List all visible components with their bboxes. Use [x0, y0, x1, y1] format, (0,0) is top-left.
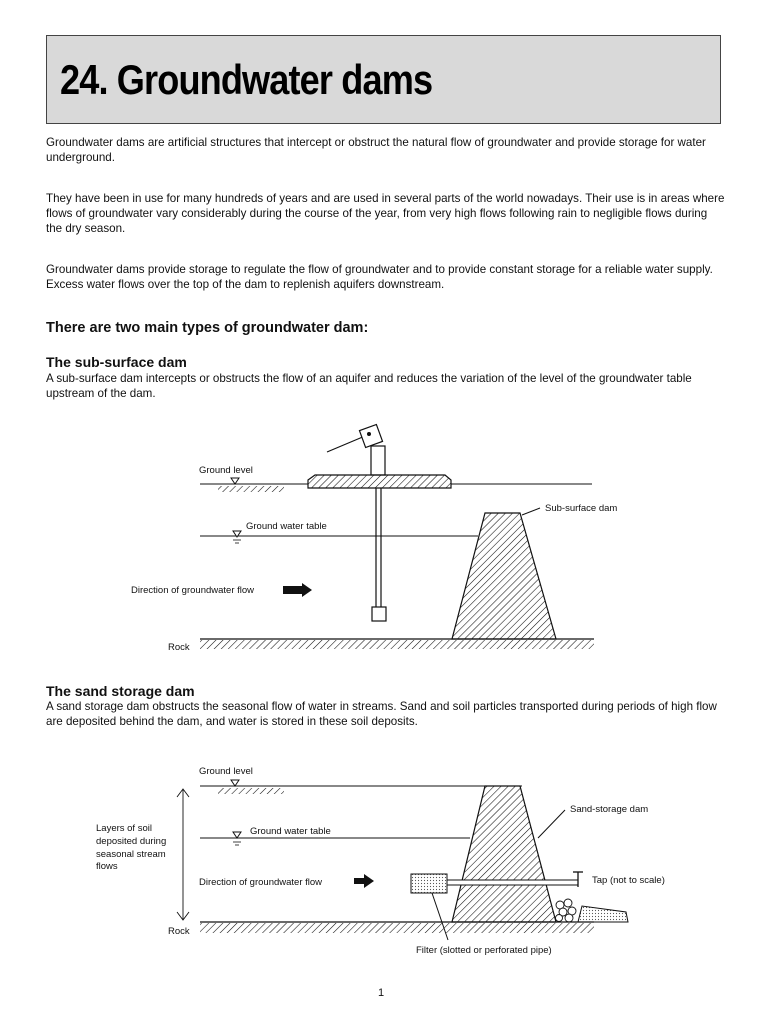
page-title: 24. Groundwater dams	[60, 56, 433, 103]
tap-label: Tap (not to scale)	[592, 875, 665, 886]
sandstorage-dam	[452, 786, 556, 922]
ground-level-label-2: Ground level	[199, 766, 253, 777]
ground-level-label-1: Ground level	[199, 465, 253, 476]
rock-layer-1	[200, 640, 594, 649]
pump-body	[371, 446, 385, 475]
subsurface-text: A sub-surface dam intercepts or obstructs the flow of an aquifer and reduces the variation of the level of the groundwater table upstream of the dam.	[46, 372, 692, 400]
outlet-pipe	[447, 880, 578, 885]
flow-arrow-1	[283, 583, 312, 597]
subsurface-diagram	[131, 424, 617, 653]
dam-label-1: Sub-surface dam	[545, 503, 618, 514]
filter-box	[411, 874, 447, 893]
dam-label-2: Sand-storage dam	[570, 804, 649, 815]
intro-paragraph: Groundwater dams are artificial structures that intercept or obstruct the natural flow of groundwater and provide storage for water underground.	[46, 136, 706, 164]
layers-label-line-1: Layers of soil	[96, 823, 152, 834]
page-number: 1	[378, 987, 385, 999]
apron	[578, 906, 628, 922]
subsurface-dam	[452, 513, 556, 639]
well-screen	[372, 607, 386, 621]
layers-label-line-2: deposited during	[96, 836, 167, 847]
sandstorage-text: A sand storage dam obstructs the seasonal flow of water in streams. Sand and soil particles transported during periods of high flow are deposited behind the dam, and water is stored in these soil deposits.	[46, 700, 717, 728]
layers-label-line-4: flows	[96, 861, 118, 872]
pump-platform	[308, 475, 451, 488]
pump-head	[359, 424, 382, 447]
flow-arrow-2	[354, 874, 374, 888]
rock-label-1: Rock	[168, 642, 190, 653]
water-table-label-1: Ground water table	[246, 521, 327, 532]
sandstorage-diagram	[96, 766, 665, 956]
layers-label-line-3: seasonal stream	[96, 849, 166, 860]
history-paragraph: They have been in use for many hundreds of years and are used in several parts of the world nowadays. Their use is in areas where flows of groundwater vary considerably during the course of the year, from very high flows following rain to negligible flows during the dry season.	[46, 192, 725, 235]
subsurface-heading: The sub-surface dam	[46, 354, 187, 370]
sandstorage-heading: The sand storage dam	[46, 683, 195, 699]
filter-label: Filter (slotted or perforated pipe)	[416, 945, 552, 956]
rock-layer-2	[200, 923, 594, 933]
flow-label-2: Direction of groundwater flow	[199, 877, 323, 888]
flow-label-1: Direction of groundwater flow	[131, 585, 255, 596]
water-table-label-2: Ground water table	[250, 826, 331, 837]
pump-handle	[327, 436, 365, 452]
types-heading: There are two main types of groundwater dam:	[46, 320, 369, 336]
storage-paragraph: Groundwater dams provide storage to regulate the flow of groundwater and to provide constant storage for a reliable water supply. Excess water flows over the top of the dam to replenish aquifers downstream.	[46, 263, 713, 291]
rock-label-2: Rock	[168, 926, 190, 937]
